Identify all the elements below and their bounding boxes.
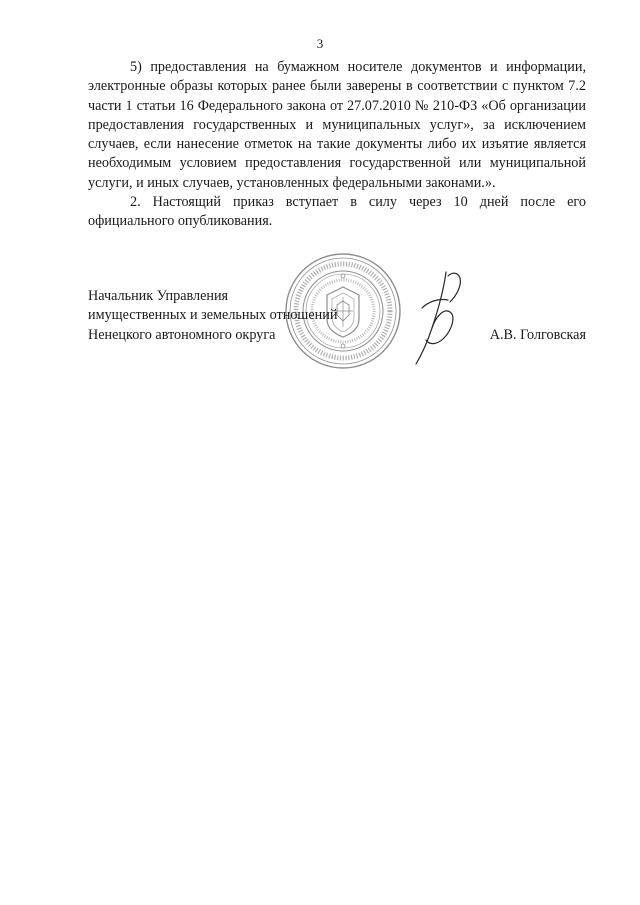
handwritten-signature [408,268,470,368]
document-body [88,58,586,232]
signatory-position-line: Начальник Управления [88,288,229,304]
paragraph-item-5: 5) предоставления на бумажном носителе документов и информации, электронные образы которых ранее были заверены в соответствии с пунктом 7.2 части 1 статьи 16 Федерального закона от 27.07.2010 № 210-ФЗ «Об организации предоставления государственных и муниципальных услуг», за исключением случаев, если нанесение отметок на такие документы либо их изъятие является необходимым условием предоставления государственной или муниципальной услуги, и иных случаев, установленных федеральными законами.». [88,59,586,191]
signatory-position-line: Ненецкого автономного округа [88,326,276,343]
paragraph-effective-date: 2. Настоящий приказ вступает в силу через 10 дней после его официального опубликования. [88,194,586,230]
signatory-position-line: имущественных и земельных отношений [88,307,338,324]
signatory-position [88,287,337,345]
page-number: 3 [316,36,324,51]
signatory-name: А.В. Голговская [489,326,586,343]
